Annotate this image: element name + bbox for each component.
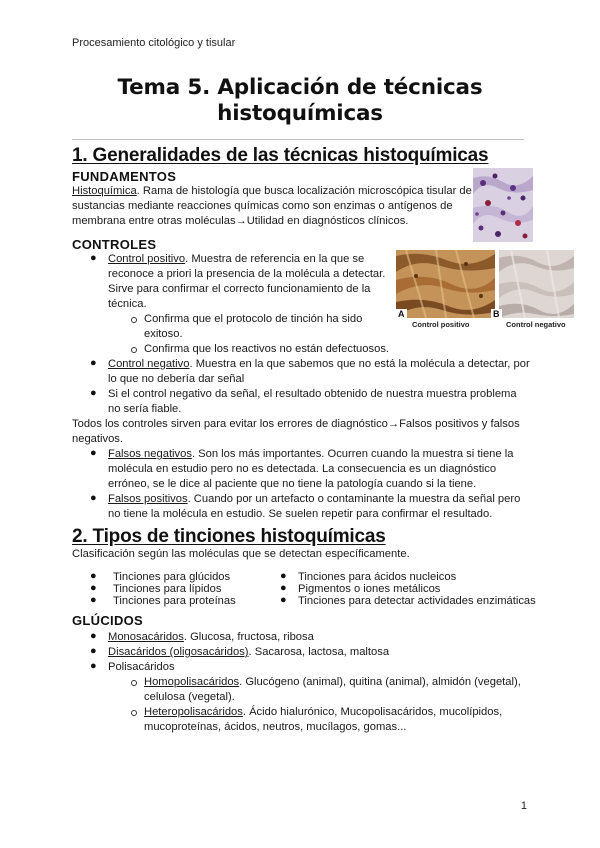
control-positivo-line-4: técnica. [108,298,147,310]
bullet-icon: ● [90,645,97,657]
type-pigmentos: Pigmentos o iones metálicos [298,583,441,595]
homopolisacaridos-term: Homopolisacáridos [144,676,240,688]
heteropolisacaridos-term: Heteropolisacáridos [144,706,243,718]
type-glucidos: Tinciones para glúcidos [113,571,231,583]
bullet-icon: ● [90,492,97,504]
falsos-negativos-line-3: erróneo, se le dice al paciente que no tiene la patología cuando si la tiene. [108,478,477,490]
sub-bullet-icon [131,347,137,353]
bullet-icon: ● [280,594,287,606]
title-line-2: histoquímicas [217,101,383,126]
cn-signal-line-2: no sería fiable. [108,403,182,415]
section-2-intro: Clasificación según las moléculas que se detectan específicamente. [72,548,410,560]
polisacaridos-line: Polisacáridos [108,661,175,673]
bullet-icon: ● [90,594,97,606]
bullet-icon: ● [90,447,97,459]
histology-stain-image [473,168,533,242]
todos-line-1: Todos los controles sirven para evitar los errores de diagnóstico→Falsos positivos y falsos [72,418,520,430]
fundamentos-heading: FUNDAMENTOS [72,169,177,184]
image-label-a: A [398,309,405,319]
bullet-icon: ● [280,570,287,582]
cn-signal-line-1: Si el control negativo da señal, el resultado obtenido de nuestra muestra problema [108,388,517,400]
bullet-icon: ● [90,660,97,672]
control-negativo-image [499,250,574,318]
falsos-negativos-term: Falsos negativos [108,448,192,460]
bullet-icon: ● [90,630,97,642]
homopolisacaridos-line-2: celulosa (vegetal). [144,691,235,703]
monosacaridos-line: Monosacáridos. Glucosa, fructosa, ribosa [108,631,314,643]
sub-bullet-icon [131,680,137,686]
type-enzimaticas: Tinciones para detectar actividades enzimáticas [298,595,536,607]
bullet-icon: ● [90,582,97,594]
disacaridos-term: Disacáridos (oligosacáridos) [108,646,249,658]
type-proteinas: Tinciones para proteínas [113,595,236,607]
homopolisacaridos-line-1: Homopolisacáridos. Glucógeno (animal), quitina (animal), almidón (vegetal), [144,676,521,688]
type-lipidos: Tinciones para lípidos [113,583,222,595]
cp-sub-2: Confirma que los reactivos no están defectuosos. [144,343,390,355]
heteropolisacaridos-line-1: Heteropolisacáridos. Ácido hialurónico, Mucopolisacáridos, mucolípidos, [144,706,503,718]
control-negativo-line-1: Control negativo. Muestra en la que sabemos que no está la molécula a detectar, por [108,358,530,370]
section-1-heading: 1. Generalidades de las técnicas histoquímicas [72,145,489,166]
falsos-positivos-line-2: no tiene la molécula en estudio. Se suelen repetir para confirmar el resultado. [108,508,493,520]
heteropolisacaridos-line-2: mucoproteínas, ácidos, neutros, mucílagos, gomas... [144,721,407,733]
bullet-icon: ● [90,357,97,369]
title-divider [72,139,524,140]
bullet-icon: ● [90,252,97,264]
falsos-negativos-line-2: molécula en estudio pero no es detectada. La consecuencia es un diagnóstico [108,463,497,475]
control-positivo-line-2: reconoce a priori la presencia de la molécula a detectar. [108,268,386,280]
falsos-positivos-term: Falsos positivos [108,493,188,505]
histoquimica-term: Histoquímica [72,185,137,197]
control-positivo-image [396,250,495,318]
fundamentos-line-2: sustancias mediante reacciones químicas como son enzimas o antígenos de [72,200,453,212]
cp-sub-1-line-1: Confirma que el protocolo de tinción ha sido [144,313,363,325]
document-title [72,75,528,127]
control-positivo-term: Control positivo [108,253,186,265]
todos-line-2: negativos. [72,433,123,445]
fundamentos-line-3: membrana entre otras moléculas→Utilidad en diagnósticos clínicos. [72,215,409,227]
bullet-icon: ● [90,570,97,582]
controles-heading: CONTROLES [72,237,157,252]
falsos-negativos-line-1: Falsos negativos. Son los más importantes. Ocurren cuando la muestra si tiene la [108,448,514,460]
fundamentos-line-1: Histoquímica. Rama de histología que busca localización microscópica tisular de [72,185,472,197]
sub-bullet-icon [131,710,137,716]
title-line-1: Tema 5. Aplicación de técnicas [117,75,483,100]
disacaridos-line: Disacáridos (oligosacáridos). Sacarosa, lactosa, maltosa [108,646,390,658]
control-positivo-line-1: Control positivo. Muestra de referencia en la que se [108,253,365,265]
image-label-b: B [493,309,500,319]
monosacaridos-term: Monosacáridos [108,631,184,643]
bullet-icon: ● [90,387,97,399]
section-2-heading: 2. Tipos de tinciones histoquímicas [72,526,386,547]
page-header: Procesamiento citológico y tisular [72,37,236,49]
glucidos-heading: GLÚCIDOS [72,613,144,628]
type-acidos-nucleicos: Tinciones para ácidos nucleicos [298,571,457,583]
control-positivo-line-3: Sirve para confirmar el correcto funcionamiento de la [108,283,371,295]
falsos-positivos-line-1: Falsos positivos. Cuando por un artefacto o contaminante la muestra da señal pero [108,493,521,505]
control-negativo-line-2: lo que no debería dar señal [108,373,245,385]
bullet-icon: ● [280,582,287,594]
page-number: 1 [520,800,527,812]
sub-bullet-icon [131,317,137,323]
caption-control-positivo: Control positivo [412,320,470,329]
cp-sub-1-line-2: exitoso. [144,328,183,340]
caption-control-negativo: Control negativo [506,320,566,329]
control-negativo-term: Control negativo [108,358,190,370]
